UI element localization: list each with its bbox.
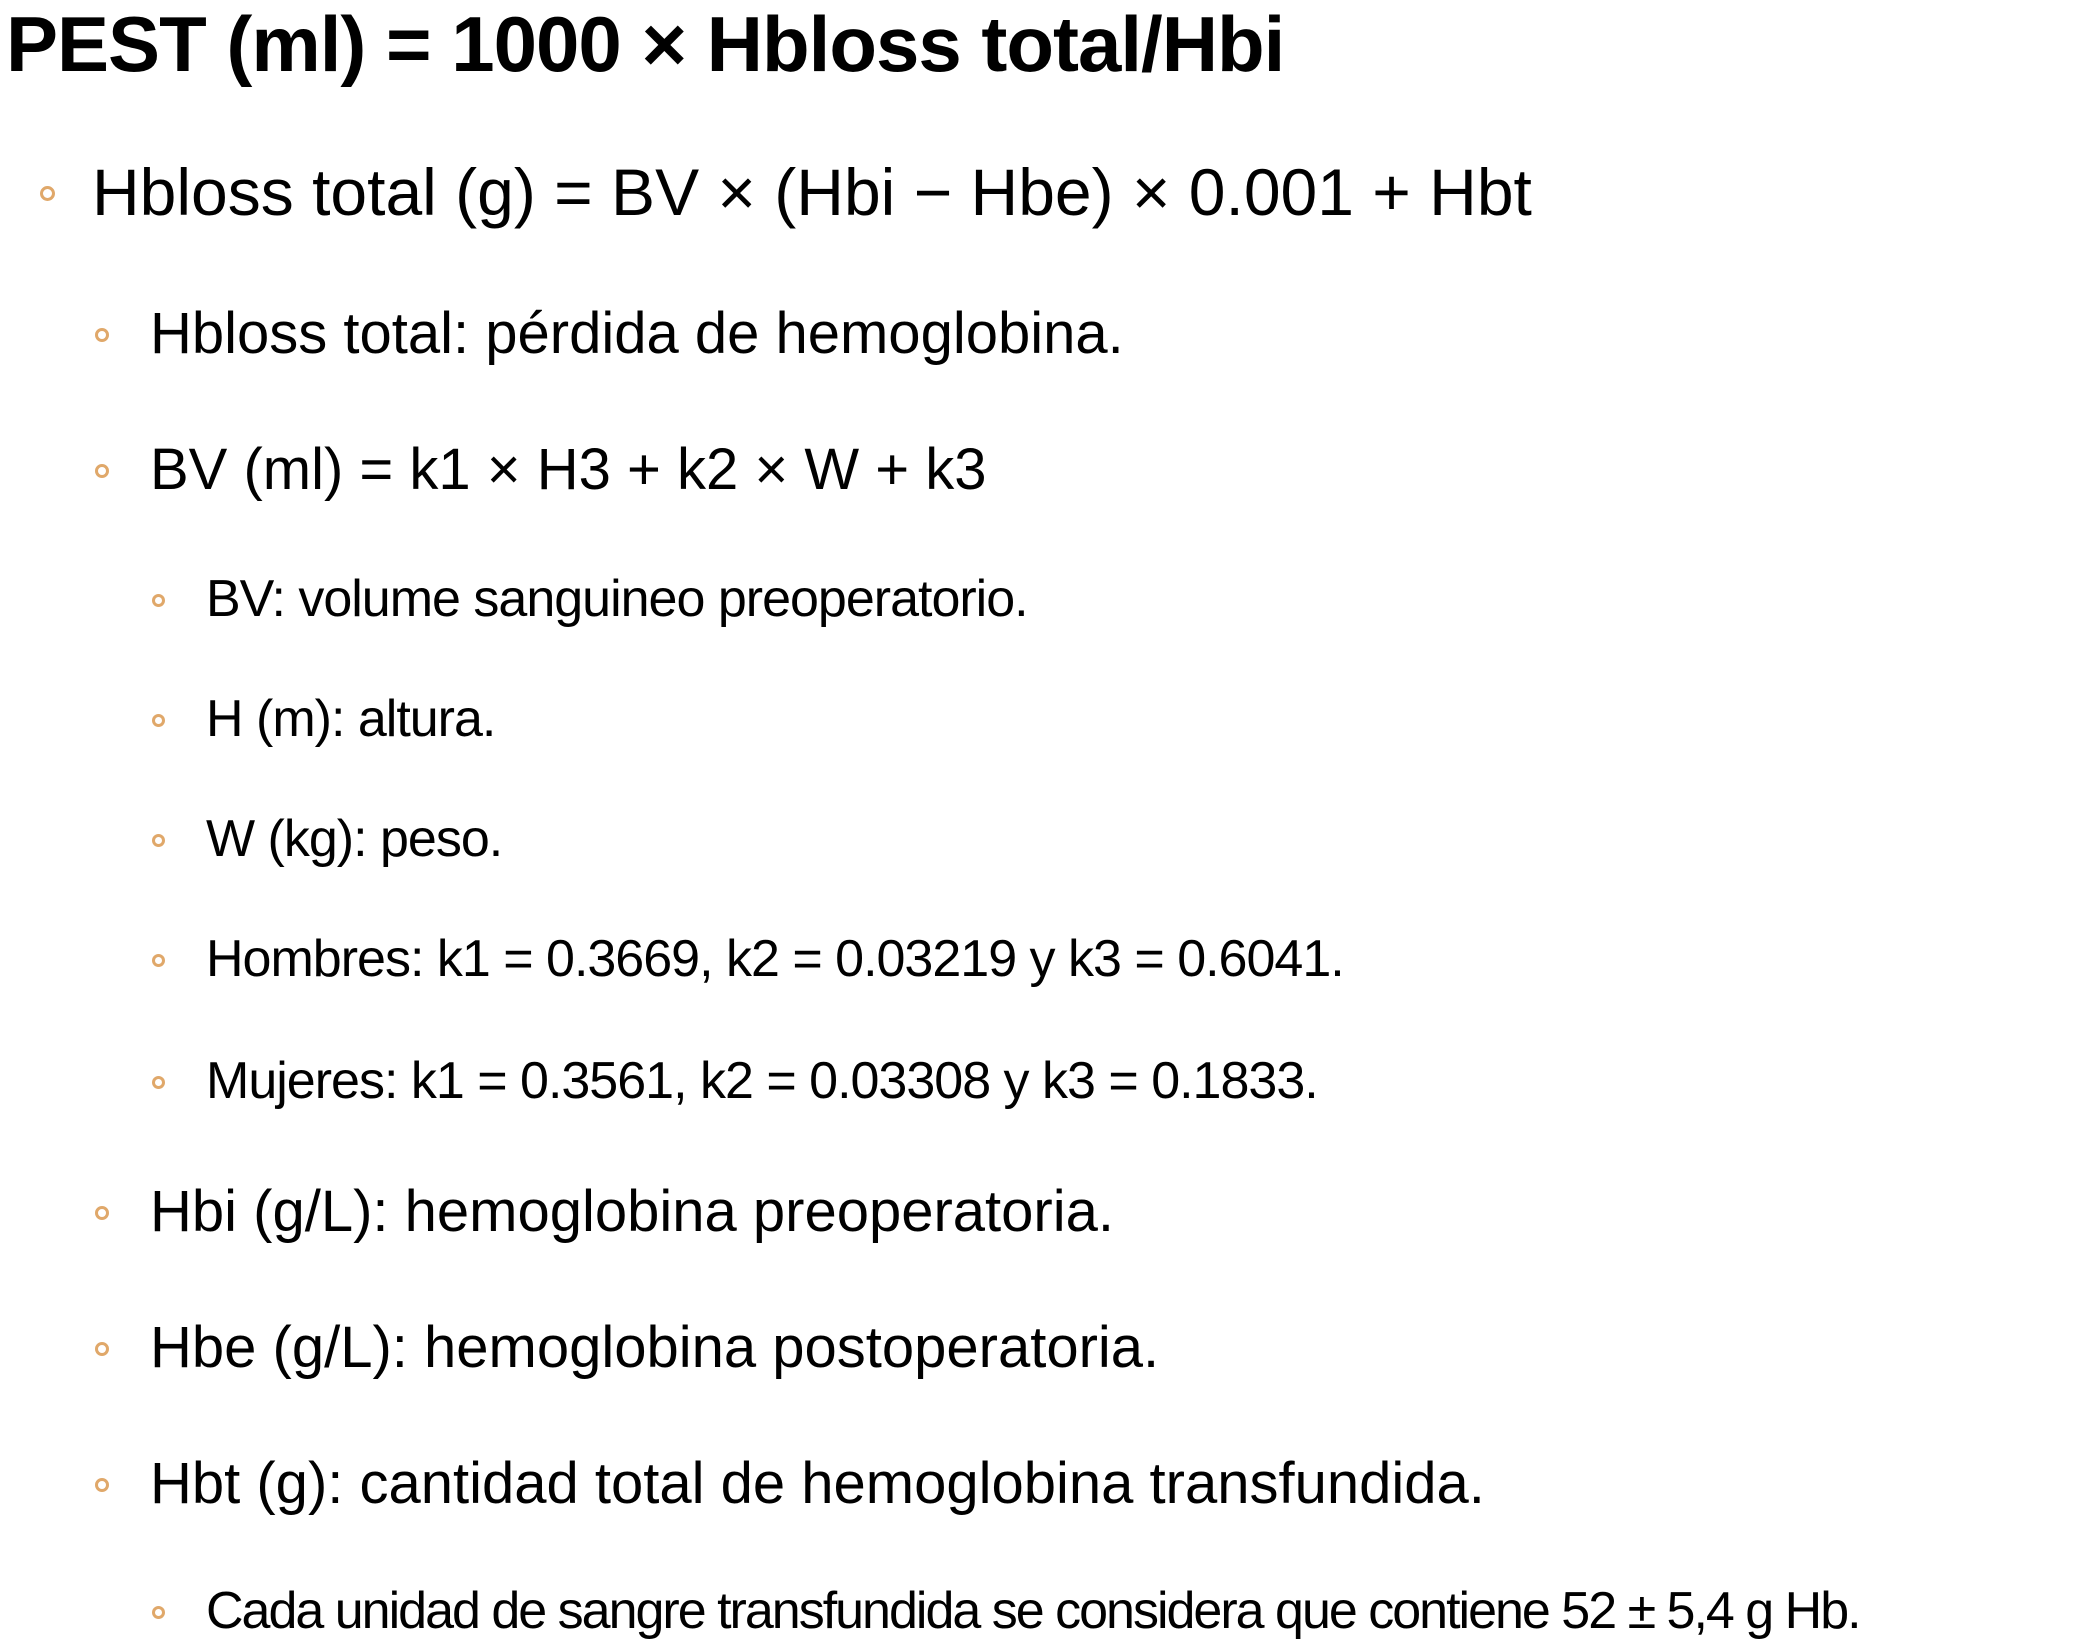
bullet-circle-icon (95, 1478, 109, 1492)
bullet-text: H (m): altura. (206, 690, 496, 748)
slide-title: PEST (ml) = 1000 × Hbloss total/Hbi (6, 0, 1285, 88)
bullet-text: W (kg): peso. (206, 810, 503, 868)
bullet-text: BV: volume sanguineo preoperatorio. (206, 570, 1028, 628)
bullet-circle-icon (152, 1076, 165, 1089)
bullet-circle-icon (95, 1206, 109, 1220)
bullet-text: Hombres: k1 = 0.3669, k2 = 0.03219 y k3 = 0.6041. (206, 930, 1344, 988)
bullet-text: Hbe (g/L): hemoglobina postoperatoria. (150, 1315, 1160, 1380)
bullet-text: BV (ml) = k1 × H3 + k2 × W + k3 (150, 437, 987, 502)
bullet-circle-icon (152, 954, 165, 967)
bullet-circle-icon (95, 464, 109, 478)
bullet-text: Hbi (g/L): hemoglobina preoperatoria. (150, 1179, 1114, 1244)
bullet-circle-icon (40, 186, 55, 201)
bullet-circle-icon (95, 328, 109, 342)
bullet-circle-icon (152, 834, 165, 847)
bullet-circle-icon (152, 714, 165, 727)
bullet-text: Mujeres: k1 = 0.3561, k2 = 0.03308 y k3 = 0.1833. (206, 1052, 1318, 1110)
bullet-circle-icon (152, 1606, 165, 1619)
bullet-text: Hbloss total: pérdida de hemoglobina. (150, 301, 1124, 366)
bullet-circle-icon (95, 1342, 109, 1356)
bullet-text: Cada unidad de sangre transfundida se considera que contiene 52 ± 5,4 g Hb. (206, 1582, 1860, 1640)
bullet-text: Hbloss total (g) = BV × (Hbi − Hbe) × 0.001 + Hbt (92, 155, 1532, 229)
bullet-text: Hbt (g): cantidad total de hemoglobina transfundida. (150, 1451, 1485, 1516)
bullet-circle-icon (152, 594, 165, 607)
